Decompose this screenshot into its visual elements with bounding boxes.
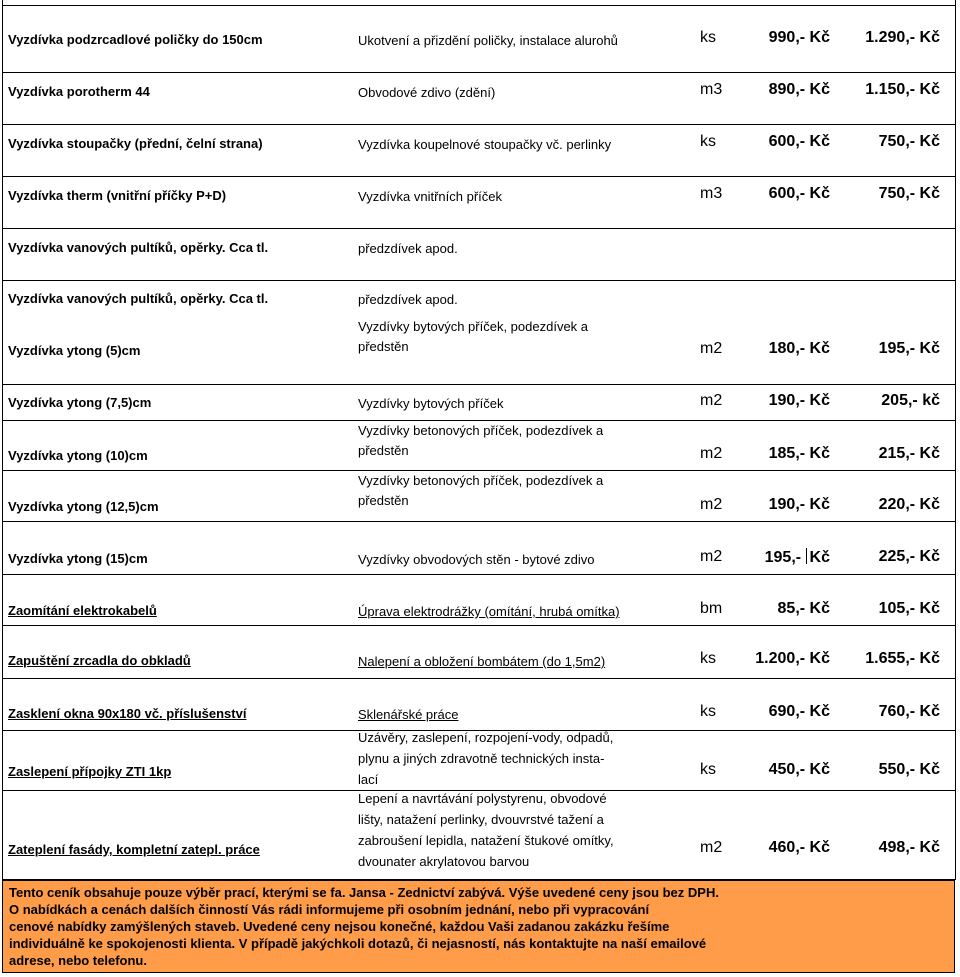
item-description: Vyzdívky betonových příček, podezdívek a	[358, 473, 604, 488]
item-description: plynu a jiných zdravotně technických insta-	[358, 751, 605, 766]
item-name: Vyzdívka ytong (12,5)cm	[8, 499, 159, 514]
item-unit: m2	[700, 445, 723, 462]
item-unit: m3	[700, 81, 723, 98]
item-description: předzdívek apod.	[358, 241, 458, 256]
item-unit: m2	[700, 340, 723, 357]
item-description: Sklenářské práce	[358, 707, 459, 722]
item-description: Vyzdívka koupelnové stoupačky vč. perlinky	[358, 137, 612, 152]
item-description: Obvodové zdivo (zdění)	[358, 85, 496, 100]
price-from: 190,- Kč	[768, 392, 830, 409]
price-from: 1.200,- Kč	[755, 650, 830, 667]
price-to: 1.150,- Kč	[865, 81, 940, 98]
item-name: Vyzdívka ytong (7,5)cm	[8, 395, 152, 410]
item-description: Úprava elektrodrážky (omítání, hrubá omítka)	[358, 604, 620, 619]
item-name: Vyzdívka vanových pultíků, opěrky. Cca tl.	[8, 240, 269, 255]
item-description: Uzávěry, zaslepení, rozpojení-vody, odpadů,	[358, 730, 614, 745]
item-unit: m3	[700, 185, 723, 202]
item-unit: ks	[700, 29, 716, 46]
footer-line: adrese, nebo telefonu.	[9, 953, 147, 968]
item-name: Vyzdívka ytong (15)cm	[8, 551, 148, 566]
price-from	[730, 548, 830, 567]
item-name: Vyzdívka podzrcadlové poličky do 150cm	[8, 32, 263, 47]
item-name: Zateplení fasády, kompletní zatepl. práce	[8, 842, 260, 857]
item-unit: m2	[700, 392, 723, 409]
item-description: lišty, natažení perlinky, dvouvrstvé tažení a	[358, 812, 604, 827]
footer-line: Tento ceník obsahuje pouze výběr prací, kterými se fa. Jansa - Zednictví zabývá. Výše uvedené ceny jsou bez DPH.	[9, 885, 719, 900]
price-to: 105,- Kč	[878, 600, 940, 617]
item-name: Vyzdívka ytong (5)cm	[8, 343, 141, 358]
item-name: Vyzdívka ytong (10)cm	[8, 448, 148, 463]
price-from-currency: Kč	[809, 549, 830, 566]
item-description: lací	[358, 772, 379, 787]
item-description: předstěn	[358, 443, 409, 458]
price-to: 220,- Kč	[878, 496, 940, 513]
item-unit: bm	[700, 600, 723, 617]
footer-note	[2, 880, 955, 973]
price-from: 460,- Kč	[768, 839, 830, 856]
price-from: 85,- Kč	[777, 600, 830, 617]
item-name: Zaslepení přípojky ZTI 1kp	[8, 764, 172, 779]
item-description: Vyzdívky obvodových stěn - bytové zdivo	[358, 552, 595, 567]
price-to: 760,- Kč	[878, 703, 940, 720]
item-description: dvounater akrylatovou barvou	[358, 854, 530, 869]
footer-line: cenové nabídky zamýšlených staveb. Uvedené ceny nejsou konečné, každou Vaši zadanou zakázku řešíme	[9, 919, 670, 934]
item-name: Vyzdívka porotherm 44	[8, 84, 150, 99]
item-name: Vyzdívka vanových pultíků, opěrky. Cca tl.	[8, 291, 269, 306]
price-to: 205,- kč	[881, 392, 940, 409]
footer-line: O nabídkách a cenách dalších činností Vás rádi informujeme při osobním jednání, nebo při vypracování	[9, 902, 650, 917]
price-from: 890,- Kč	[768, 81, 830, 98]
item-unit: m2	[700, 496, 723, 513]
price-to: 195,- Kč	[878, 340, 940, 357]
item-name: Vyzdívka therm (vnitřní příčky P+D)	[8, 188, 227, 203]
text-cursor	[806, 548, 807, 564]
item-name: Zasklení okna 90x180 vč. příslušenství	[8, 706, 247, 721]
price-from: 450,- Kč	[768, 761, 830, 778]
price-to: 750,- Kč	[878, 185, 940, 202]
item-description: Vyzdívky bytových příček, podezdívek a	[358, 319, 589, 334]
item-description: Vyzdívka vnitřních příček	[358, 189, 503, 204]
item-name: Vyzdívka stoupačky (přední, čelní strana)	[8, 136, 263, 151]
item-name: Zaomítání elektrokabelů	[8, 603, 157, 618]
price-from: 185,- Kč	[768, 445, 830, 462]
price-to: 750,- Kč	[878, 133, 940, 150]
item-unit: ks	[700, 761, 716, 778]
item-description: Nalepení a obložení bombátem (do 1,5m2)	[358, 654, 606, 669]
item-description: Lepení a navrtávání polystyrenu, obvodové	[358, 791, 607, 806]
price-from-amount: 195,-	[764, 549, 802, 566]
price-from: 990,- Kč	[768, 29, 830, 46]
price-to: 215,- Kč	[878, 445, 940, 462]
price-to: 1.655,- Kč	[865, 650, 940, 667]
price-from: 690,- Kč	[768, 703, 830, 720]
price-from: 600,- Kč	[768, 133, 830, 150]
item-name: Zapuštění zrcadla do obkladů	[8, 653, 191, 668]
item-unit: ks	[700, 650, 716, 667]
price-from: 190,- Kč	[768, 496, 830, 513]
price-to: 225,- Kč	[878, 548, 940, 565]
item-description: předstěn	[358, 493, 409, 508]
price-from: 180,- Kč	[768, 340, 830, 357]
price-from: 600,- Kč	[768, 185, 830, 202]
item-description: Vyzdívky betonových příček, podezdívek a	[358, 423, 604, 438]
item-description: Vyzdívky bytových příček	[358, 396, 504, 411]
price-to: 550,- Kč	[878, 761, 940, 778]
price-to: 498,- Kč	[878, 839, 940, 856]
item-unit: m2	[700, 839, 723, 856]
price-to: 1.290,- Kč	[865, 29, 940, 46]
item-description: zabroušení lepidla, natažení štukové omítky,	[358, 833, 614, 848]
item-unit: ks	[700, 703, 716, 720]
footer-line: individuálně ke spokojenosti klienta. V případě jakýchkoli dotazů, či nejasností, nás kontaktujte na naší emailové	[9, 936, 707, 951]
item-description: předzdívek apod.	[358, 292, 458, 307]
item-unit: m2	[700, 548, 723, 565]
item-unit: ks	[700, 133, 716, 150]
item-description: Ukotvení a přizdění poličky, instalace alurohů	[358, 33, 618, 48]
row-separator	[0, 229, 960, 281]
item-description: předstěn	[358, 339, 409, 354]
